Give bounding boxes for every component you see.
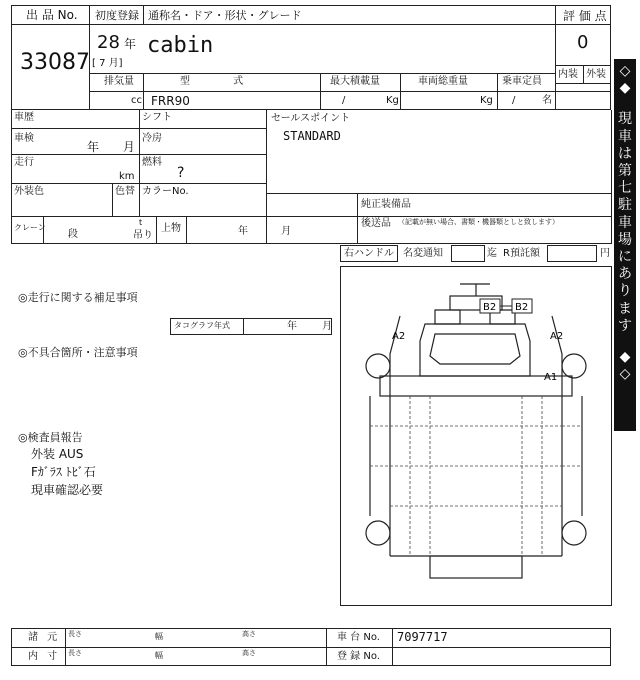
first-reg-label: 初度登録 (95, 9, 139, 22)
recycle-label: R預託額 (503, 248, 540, 259)
yen-unit: 円 (600, 248, 610, 259)
history-label: 車歴 (14, 112, 34, 123)
model-code-label: 型 式 (180, 76, 244, 87)
year-unit: 年 (124, 37, 137, 51)
crane-lift-unit: 吊り (133, 230, 153, 241)
exterior-label: 外装 (586, 69, 606, 80)
color-no-label: カラーNo. (142, 186, 189, 197)
recycle-box (547, 245, 597, 262)
location-banner (614, 59, 636, 431)
posting-label: 後送品 (361, 218, 391, 229)
inspector-line-1: 外装 AUS (31, 447, 84, 461)
banner-char: 現 (618, 111, 632, 128)
gross-weight-label: 車両総重量 (418, 76, 468, 87)
rhd-label: 右ハンドル (344, 248, 394, 259)
displacement-label: 排気量 (104, 76, 134, 87)
max-load-unit: Kg (386, 95, 399, 106)
crane-stage-unit: 段 (68, 229, 78, 240)
crane-lift-unit-top: t (139, 218, 143, 227)
inspector-line-2: Fｶﾞﾗｽ ﾄﾋﾞ石 (31, 465, 96, 479)
mark-b2-1: B2 (483, 302, 497, 313)
banner-char: あ (618, 266, 632, 283)
max-load-label: 最大積載量 (330, 76, 380, 87)
displacement-unit: cc (131, 95, 142, 106)
tachograph-label: タコグラフ年式 (174, 321, 230, 330)
width-label-1: 幅 (155, 632, 163, 641)
score: 0 (577, 32, 589, 53)
genuine-equip-label: 純正装備品 (361, 199, 411, 210)
crane-label: クレーン (14, 223, 46, 232)
length-label-2: 長さ (68, 649, 82, 657)
banner-char: 七 (618, 180, 632, 197)
truck-diagram (340, 266, 612, 606)
ac-label: 冷房 (142, 133, 162, 144)
capacity-value: / (512, 95, 516, 106)
tachograph-value: 年 月 (287, 321, 333, 332)
capacity-label: 乗車定員 (502, 76, 542, 87)
name-change-label: 名変通知 (403, 248, 443, 259)
height-label-1: 高さ (242, 630, 256, 638)
chassis-label: 車 台 No. (337, 632, 380, 643)
banner-char: ◇ (619, 366, 631, 383)
interior-label: 内装 (558, 69, 578, 80)
fuel-label: 燃料 (142, 157, 162, 168)
model-name: cabin (147, 33, 214, 58)
driving-notes-label: ◎走行に関する補足事項 (18, 291, 138, 304)
chassis-no: 7097717 (397, 630, 448, 644)
banner-char: ◆ (619, 349, 631, 366)
inspector-line-3: 現車確認必要 (31, 483, 104, 497)
banner-char: す (618, 317, 632, 334)
mileage-label: 走行 (14, 157, 34, 168)
banner-char: 車 (618, 128, 632, 145)
name-change-box (451, 245, 485, 262)
mark-a2-left: A2 (392, 331, 406, 342)
max-load-value: / (342, 95, 346, 106)
lot-no: 33087 (20, 50, 90, 75)
mark-b2-2: B2 (515, 302, 529, 313)
length-label-1: 長さ (68, 630, 82, 638)
inspection-label: 車検 (14, 133, 34, 144)
banner-char: 第 (618, 163, 632, 180)
banner-char: り (618, 283, 632, 300)
ext-color-label: 外装色 (14, 186, 44, 197)
banner-char: に (618, 249, 632, 266)
mark-a2-right: A2 (550, 331, 564, 342)
inner-label: 内 寸 (28, 651, 58, 662)
score-label: 評 価 点 (563, 9, 607, 23)
first-reg-month: [ 7 月] (92, 58, 123, 69)
tax-label: 迄 (487, 248, 497, 259)
color-change-label: 色替 (115, 186, 135, 197)
sales-point-label: セールスポイント (271, 113, 351, 124)
capacity-unit: 名 (542, 95, 552, 106)
posting-note: （記載が無い場合、書類・機器類としと致します） (398, 218, 559, 226)
model-desc-label: 通称名・ドア・形状・グレード (148, 9, 302, 22)
banner-char: は (618, 145, 632, 162)
banner-char: ◆ (619, 80, 631, 97)
fuel-value: ? (177, 165, 185, 181)
sales-point-value: STANDARD (283, 129, 341, 143)
banner-char: 場 (618, 231, 632, 248)
shift-label: シフト (142, 112, 172, 123)
upper-label: 上物 (161, 223, 181, 234)
lot-no-label: 出 品 No. (26, 8, 78, 22)
height-label-2: 高さ (242, 649, 256, 657)
model-code: FRR90 (151, 94, 190, 108)
banner-char: ま (618, 300, 632, 317)
specs-label: 諸 元 (28, 632, 58, 643)
inspection-value: 年 月 (87, 140, 135, 154)
gross-weight-unit: Kg (480, 95, 493, 106)
reg-label: 登 録 No. (337, 651, 380, 662)
upper-value: 年 月 (238, 226, 292, 237)
banner-char: ◇ (619, 63, 631, 79)
banner-char: 駐 (618, 197, 632, 214)
defects-label: ◎不具合箇所・注意事項 (18, 346, 138, 359)
width-label-2: 幅 (155, 651, 163, 660)
inspector-label: ◎検査員報告 (18, 431, 83, 444)
mileage-unit: km (119, 171, 135, 182)
first-reg-year: 28 (97, 32, 120, 53)
banner-char: 車 (618, 214, 632, 231)
mark-a1: A1 (544, 372, 558, 383)
